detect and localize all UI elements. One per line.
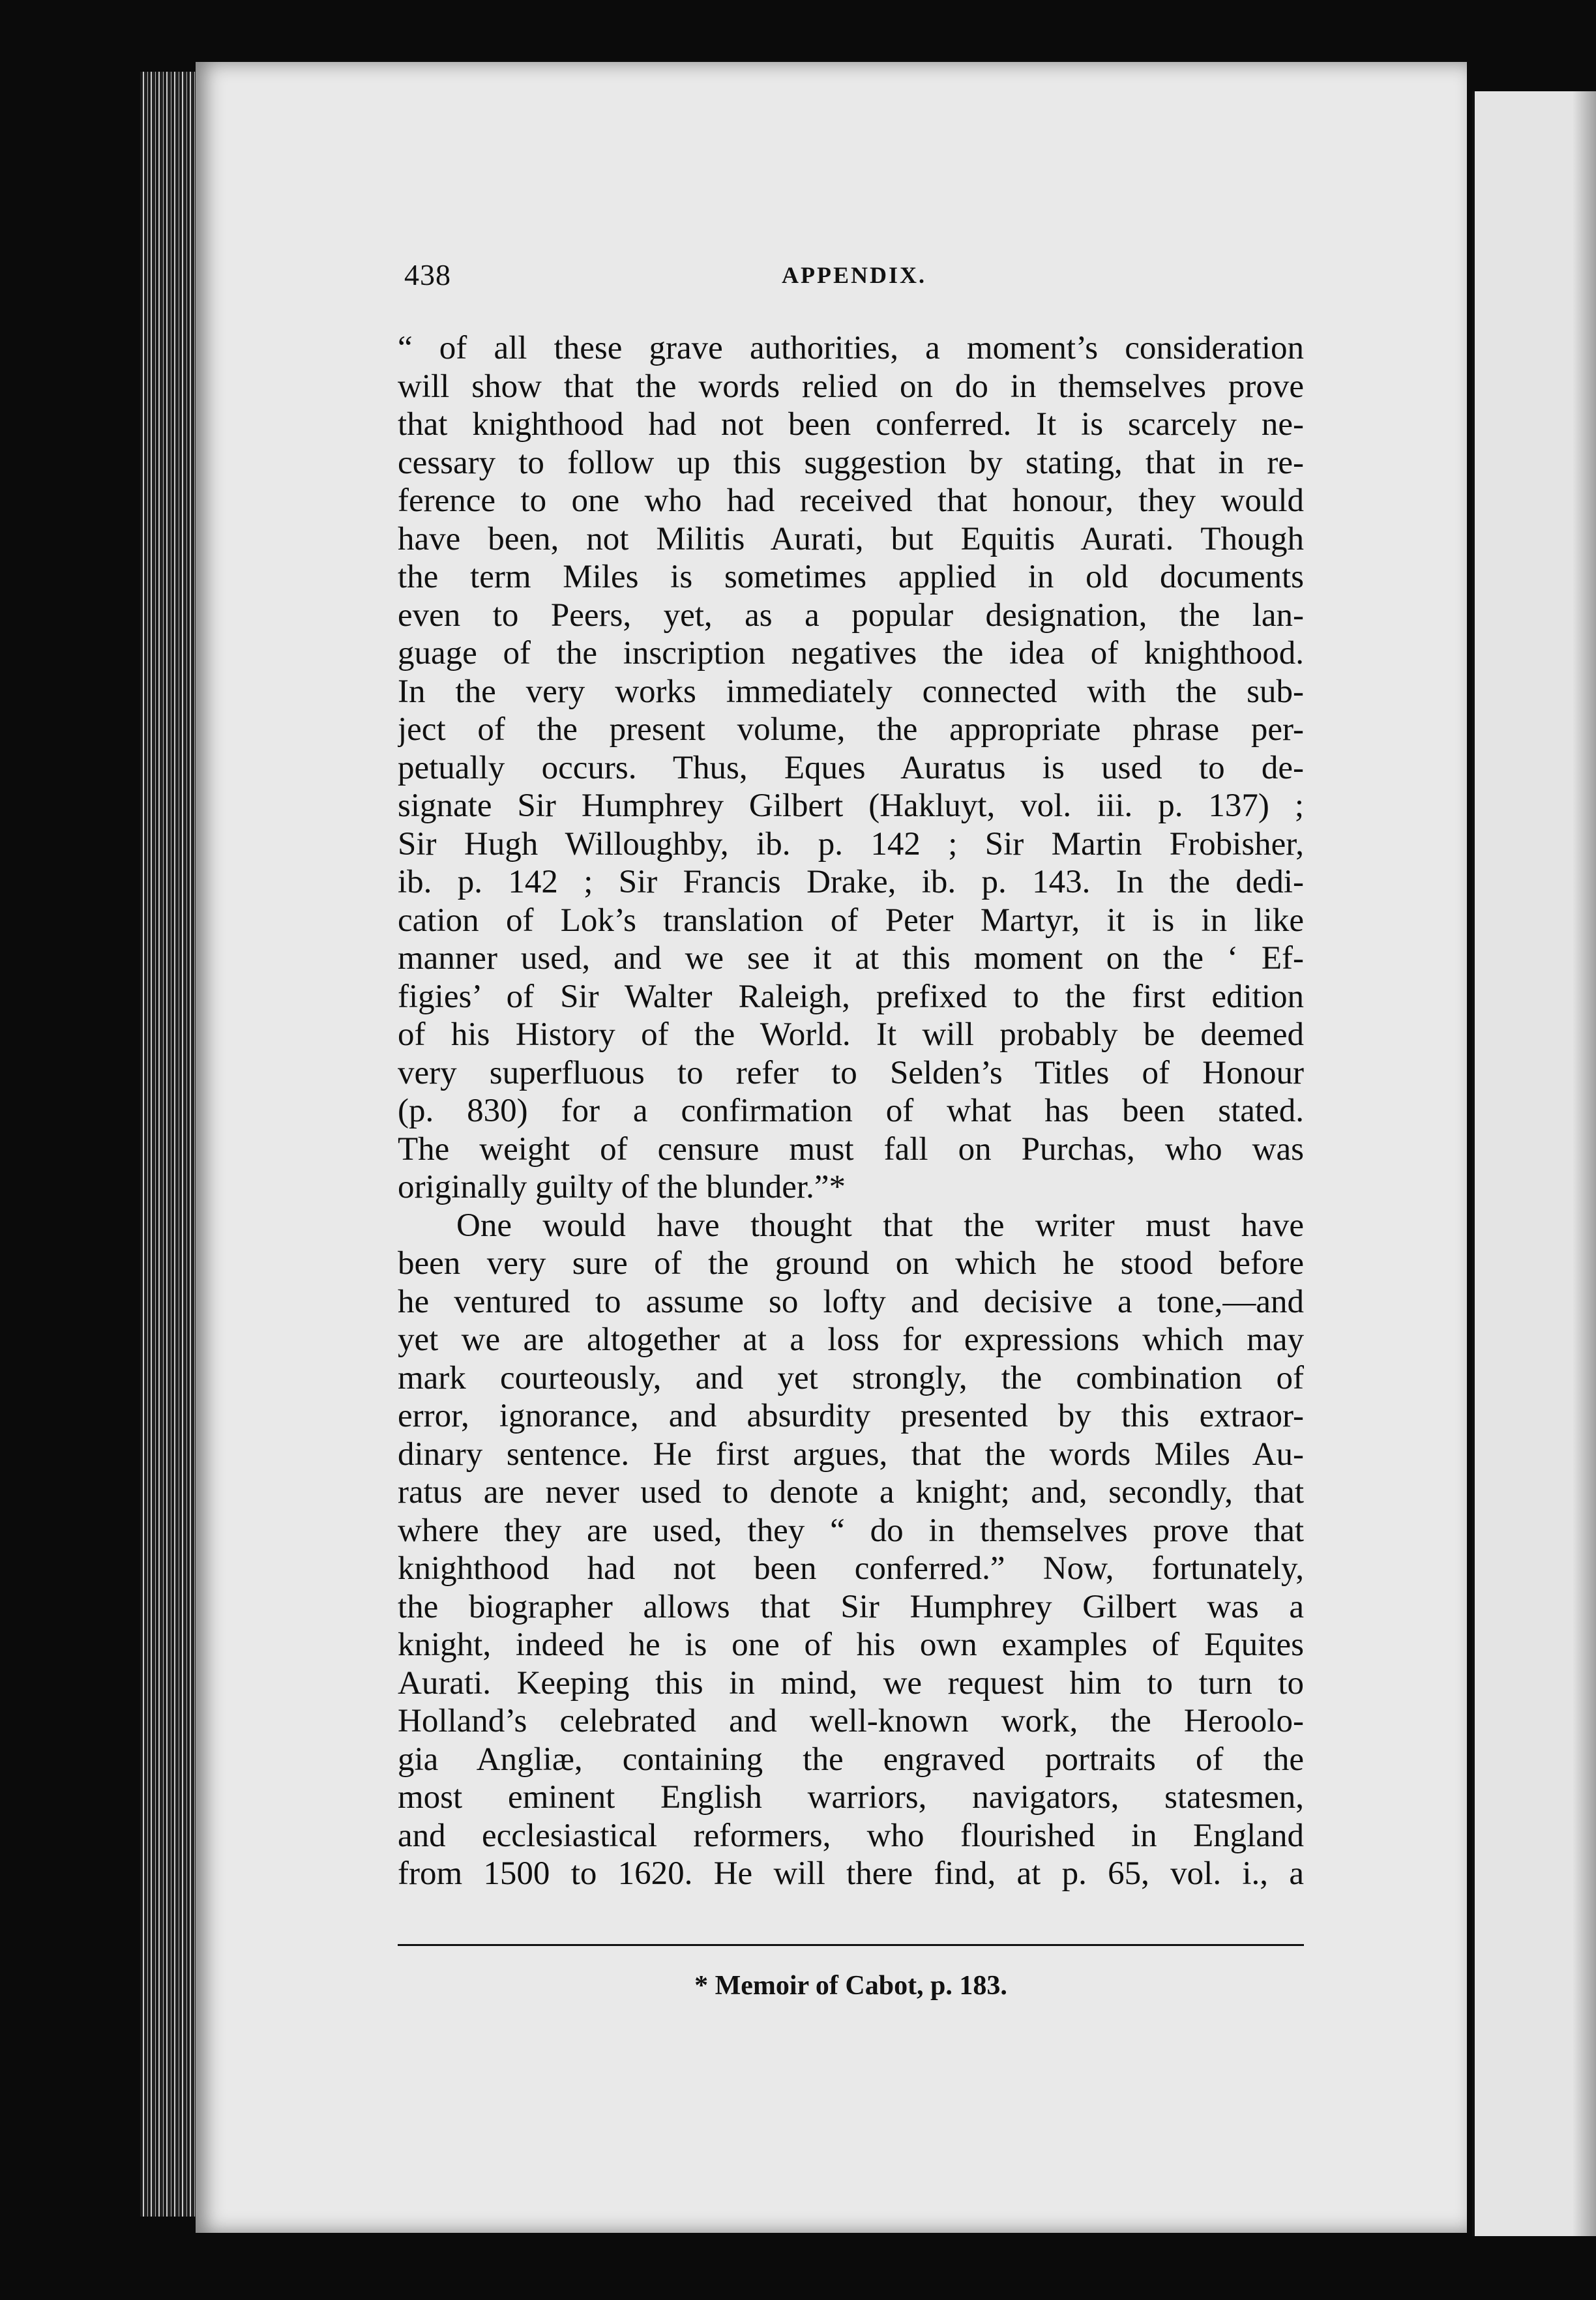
- text-line: figies’ of Sir Walter Raleigh, prefixed to the first edition: [398, 978, 1304, 1015]
- text-line: “ of all these grave authorities, a moment’s consideration: [398, 330, 1304, 366]
- footnote: * Memoir of Cabot, p. 183.: [694, 1971, 1007, 2001]
- text-line: very superfluous to refer to Selden’s Titles of Honour: [398, 1054, 1304, 1091]
- text-line: the term Miles is sometimes applied in old documents: [398, 559, 1304, 595]
- text-line: Aurati. Keeping this in mind, we request him to turn to: [398, 1664, 1304, 1702]
- text-line: from 1500 to 1620. He will there find, at p. 65, vol. i., a: [398, 1855, 1304, 1892]
- footnote-divider: [398, 1944, 1304, 1946]
- text-line: he ventured to assume so lofty and decisive a tone,—and: [398, 1283, 1304, 1320]
- text-line: petually occurs. Thus, Eques Auratus is used to de-: [398, 749, 1304, 786]
- running-head: [404, 258, 1304, 297]
- text-line: knighthood had not been conferred.” Now, fortunately,: [398, 1550, 1304, 1587]
- text-line: One would have thought that the writer must have: [456, 1207, 1304, 1244]
- text-line: most eminent English warriors, navigators, statesmen,: [398, 1779, 1304, 1816]
- page-number: 438: [404, 258, 451, 291]
- text-line: gia Angliæ, containing the engraved portraits of the: [398, 1741, 1304, 1778]
- text-line: the biographer allows that Sir Humphrey Gilbert was a: [398, 1588, 1304, 1625]
- text-line: been very sure of the ground on which he stood before: [398, 1245, 1304, 1282]
- text-line: originally guilty of the blunder.”*: [398, 1169, 846, 1205]
- text-line: have been, not Militis Aurati, but Equitis Aurati. Though: [398, 520, 1304, 557]
- running-title: APPENDIX.: [782, 262, 926, 288]
- text-line: ib. p. 142 ; Sir Francis Drake, ib. p. 143. In the dedi-: [398, 864, 1304, 900]
- text-line: Holland’s celebrated and well-known work, the Heroolo-: [398, 1703, 1304, 1739]
- text-line: signate Sir Humphrey Gilbert (Hakluyt, vol. iii. p. 137) ;: [398, 788, 1304, 824]
- text-line: The weight of censure must fall on Purchas, who was: [398, 1130, 1304, 1168]
- text-line: knight, indeed he is one of his own examples of Equites: [398, 1627, 1304, 1663]
- body-text: [398, 329, 1304, 1893]
- text-line: yet we are altogether at a loss for expressions which may: [398, 1321, 1304, 1358]
- text-line: guage of the inscription negatives the idea of knighthood.: [398, 635, 1304, 671]
- text-line: Sir Hugh Willoughby, ib. p. 142 ; Sir Martin Frobisher,: [398, 825, 1304, 862]
- text-line: cation of Lok’s translation of Peter Martyr, it is in like: [398, 902, 1304, 939]
- adjacent-page: [1472, 91, 1596, 2236]
- page-edges: [140, 72, 199, 2217]
- text-line: manner used, and we see it at this moment on the ‘ Ef-: [398, 940, 1304, 977]
- text-line: ratus are never used to denote a knight; and, secondly, that: [398, 1474, 1304, 1511]
- text-line: cessary to follow up this suggestion by stating, that in re-: [398, 444, 1304, 481]
- text-line: error, ignorance, and absurdity presented by this extraor-: [398, 1398, 1304, 1434]
- text-line: mark courteously, and yet strongly, the combination of: [398, 1359, 1304, 1396]
- text-line: of his History of the World. It will probably be deemed: [398, 1016, 1304, 1053]
- text-line: dinary sentence. He first argues, that the words Miles Au-: [398, 1436, 1304, 1473]
- text-line: (p. 830) for a confirmation of what has been stated.: [398, 1093, 1304, 1129]
- text-line: that knighthood had not been conferred. It is scarcely ne-: [398, 406, 1304, 443]
- text-line: even to Peers, yet, as a popular designation, the lan-: [398, 597, 1304, 634]
- text-line: ject of the present volume, the appropriate phrase per-: [398, 711, 1304, 748]
- text-line: and ecclesiastical reformers, who flourished in England: [398, 1817, 1304, 1854]
- text-line: will show that the words relied on do in themselves prove: [398, 368, 1304, 405]
- text-line: where they are used, they “ do in themselves prove that: [398, 1512, 1304, 1549]
- text-line: In the very works immediately connected with the sub-: [398, 673, 1304, 710]
- text-line: ference to one who had received that honour, they would: [398, 482, 1304, 519]
